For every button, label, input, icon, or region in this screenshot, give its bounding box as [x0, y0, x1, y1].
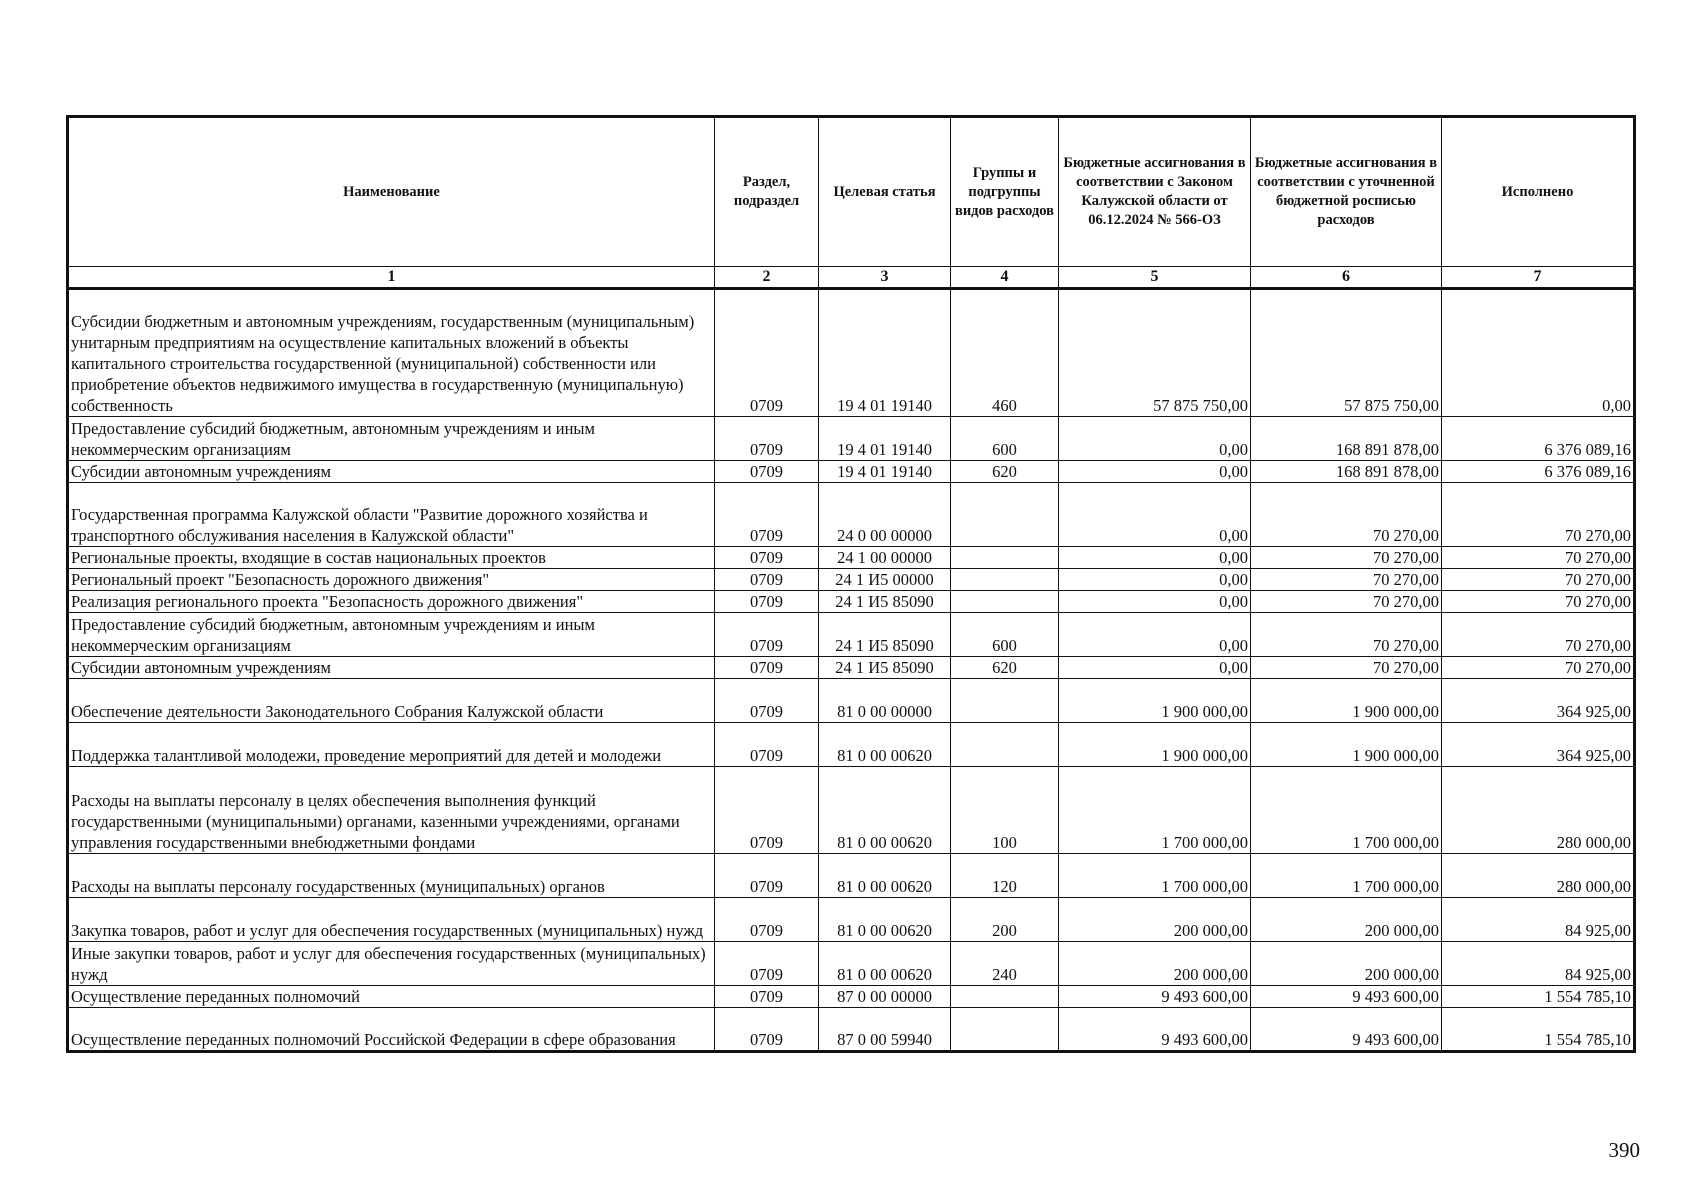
page-number: 390: [1608, 1138, 1640, 1162]
row-name: Государственная программа Калужской области "Развитие дорожного хозяйства и транспортного обслуживания населения в Калужской области": [68, 483, 715, 547]
row-executed-amount: 6 376 089,16: [1442, 417, 1635, 461]
row-section: 0709: [715, 854, 819, 898]
row-target: 19 4 01 19140: [819, 417, 951, 461]
table-row: [68, 942, 1635, 986]
row-refined-amount: 70 270,00: [1251, 591, 1442, 613]
row-refined-amount: 70 270,00: [1251, 569, 1442, 591]
table-row: [68, 289, 1635, 417]
row-target: 87 0 00 00000: [819, 986, 951, 1008]
row-executed-amount: 84 925,00: [1442, 942, 1635, 986]
row-group: [951, 986, 1059, 1008]
table-row: [68, 986, 1635, 1008]
column-number: 4: [951, 267, 1059, 289]
table-row: [68, 723, 1635, 767]
row-refined-amount: 168 891 878,00: [1251, 417, 1442, 461]
row-section: 0709: [715, 723, 819, 767]
table-body: [68, 289, 1635, 1052]
row-executed-amount: 364 925,00: [1442, 679, 1635, 723]
row-name: Субсидии автономным учреждениям: [68, 657, 715, 679]
row-law-amount: 9 493 600,00: [1059, 1008, 1251, 1052]
row-refined-amount: 1 900 000,00: [1251, 679, 1442, 723]
row-name: Расходы на выплаты персоналу государственных (муниципальных) органов: [68, 854, 715, 898]
budget-table: [66, 115, 1636, 1053]
column-number-row: [68, 267, 1635, 289]
row-law-amount: 1 900 000,00: [1059, 723, 1251, 767]
table-row: [68, 483, 1635, 547]
row-executed-amount: 364 925,00: [1442, 723, 1635, 767]
row-law-amount: 0,00: [1059, 591, 1251, 613]
row-executed-amount: 70 270,00: [1442, 569, 1635, 591]
row-executed-amount: 70 270,00: [1442, 657, 1635, 679]
row-group: 200: [951, 898, 1059, 942]
row-section: 0709: [715, 767, 819, 854]
row-target: 81 0 00 00620: [819, 898, 951, 942]
row-group: 620: [951, 461, 1059, 483]
row-executed-amount: 70 270,00: [1442, 483, 1635, 547]
row-group: [951, 547, 1059, 569]
row-group: [951, 483, 1059, 547]
row-section: 0709: [715, 986, 819, 1008]
row-target: 81 0 00 00620: [819, 942, 951, 986]
row-group: [951, 591, 1059, 613]
row-section: 0709: [715, 547, 819, 569]
table-header: [68, 117, 1635, 289]
row-law-amount: 9 493 600,00: [1059, 986, 1251, 1008]
row-section: 0709: [715, 417, 819, 461]
header-section: Раздел, подраздел: [715, 117, 819, 267]
row-section: 0709: [715, 613, 819, 657]
row-name: Обеспечение деятельности Законодательного Собрания Калужской области: [68, 679, 715, 723]
row-law-amount: 0,00: [1059, 461, 1251, 483]
row-target: 24 0 00 00000: [819, 483, 951, 547]
row-target: 19 4 01 19140: [819, 461, 951, 483]
row-refined-amount: 1 700 000,00: [1251, 854, 1442, 898]
row-target: 24 1 И5 85090: [819, 613, 951, 657]
column-number: 3: [819, 267, 951, 289]
row-section: 0709: [715, 679, 819, 723]
row-law-amount: 1 900 000,00: [1059, 679, 1251, 723]
row-group: [951, 569, 1059, 591]
row-group: 600: [951, 417, 1059, 461]
table-row: [68, 417, 1635, 461]
row-law-amount: 200 000,00: [1059, 898, 1251, 942]
row-law-amount: 0,00: [1059, 483, 1251, 547]
row-target: 81 0 00 00620: [819, 767, 951, 854]
row-refined-amount: 168 891 878,00: [1251, 461, 1442, 483]
row-executed-amount: 6 376 089,16: [1442, 461, 1635, 483]
row-name: Осуществление переданных полномочий: [68, 986, 715, 1008]
row-law-amount: 57 875 750,00: [1059, 289, 1251, 417]
row-target: 24 1 И5 85090: [819, 657, 951, 679]
row-name: Региональные проекты, входящие в состав национальных проектов: [68, 547, 715, 569]
column-number: 1: [68, 267, 715, 289]
row-target: 81 0 00 00000: [819, 679, 951, 723]
row-executed-amount: 70 270,00: [1442, 547, 1635, 569]
row-executed-amount: 1 554 785,10: [1442, 986, 1635, 1008]
row-refined-amount: 9 493 600,00: [1251, 1008, 1442, 1052]
row-target: 81 0 00 00620: [819, 854, 951, 898]
table-row: [68, 854, 1635, 898]
table-row: [68, 898, 1635, 942]
table-row: [68, 657, 1635, 679]
row-group: [951, 1008, 1059, 1052]
row-name: Реализация регионального проекта "Безопасность дорожного движения": [68, 591, 715, 613]
row-name: Иные закупки товаров, работ и услуг для обеспечения государственных (муниципальных) нужд: [68, 942, 715, 986]
header-refined: Бюджетные ассигнования в соответствии с уточненной бюджетной росписью расходов: [1251, 117, 1442, 267]
column-number: 2: [715, 267, 819, 289]
header-name: Наименование: [68, 117, 715, 267]
row-law-amount: 0,00: [1059, 569, 1251, 591]
row-refined-amount: 70 270,00: [1251, 547, 1442, 569]
row-target: 81 0 00 00620: [819, 723, 951, 767]
row-name: Субсидии автономным учреждениям: [68, 461, 715, 483]
row-name: Закупка товаров, работ и услуг для обеспечения государственных (муниципальных) нужд: [68, 898, 715, 942]
row-group: [951, 723, 1059, 767]
row-law-amount: 200 000,00: [1059, 942, 1251, 986]
row-law-amount: 0,00: [1059, 657, 1251, 679]
row-group: 100: [951, 767, 1059, 854]
row-group: 120: [951, 854, 1059, 898]
row-section: 0709: [715, 942, 819, 986]
row-refined-amount: 9 493 600,00: [1251, 986, 1442, 1008]
row-executed-amount: 84 925,00: [1442, 898, 1635, 942]
table-row: [68, 461, 1635, 483]
header-groups: Группы и подгруппы видов расходов: [951, 117, 1059, 267]
row-law-amount: 1 700 000,00: [1059, 767, 1251, 854]
row-refined-amount: 57 875 750,00: [1251, 289, 1442, 417]
row-section: 0709: [715, 657, 819, 679]
row-executed-amount: 0,00: [1442, 289, 1635, 417]
row-name: Осуществление переданных полномочий Российской Федерации в сфере образования: [68, 1008, 715, 1052]
row-refined-amount: 1 700 000,00: [1251, 767, 1442, 854]
row-executed-amount: 280 000,00: [1442, 854, 1635, 898]
row-target: 87 0 00 59940: [819, 1008, 951, 1052]
row-target: 24 1 И5 85090: [819, 591, 951, 613]
row-section: 0709: [715, 898, 819, 942]
row-law-amount: 0,00: [1059, 417, 1251, 461]
row-refined-amount: 70 270,00: [1251, 657, 1442, 679]
row-executed-amount: 280 000,00: [1442, 767, 1635, 854]
row-name: Поддержка талантливой молодежи, проведение мероприятий для детей и молодежи: [68, 723, 715, 767]
row-target: 24 1 00 00000: [819, 547, 951, 569]
table-row: [68, 547, 1635, 569]
row-section: 0709: [715, 569, 819, 591]
row-executed-amount: 70 270,00: [1442, 591, 1635, 613]
table-row: [68, 569, 1635, 591]
row-section: 0709: [715, 591, 819, 613]
column-number: 7: [1442, 267, 1635, 289]
row-refined-amount: 1 900 000,00: [1251, 723, 1442, 767]
row-target: 19 4 01 19140: [819, 289, 951, 417]
row-law-amount: 1 700 000,00: [1059, 854, 1251, 898]
table-row: [68, 1008, 1635, 1052]
table-row: [68, 591, 1635, 613]
row-law-amount: 0,00: [1059, 613, 1251, 657]
row-refined-amount: 200 000,00: [1251, 898, 1442, 942]
row-law-amount: 0,00: [1059, 547, 1251, 569]
column-number: 5: [1059, 267, 1251, 289]
row-group: 620: [951, 657, 1059, 679]
row-section: 0709: [715, 289, 819, 417]
row-target: 24 1 И5 00000: [819, 569, 951, 591]
row-name: Предоставление субсидий бюджетным, автономным учреждениям и иным некоммерческим организациям: [68, 417, 715, 461]
budget-table-sheet: [66, 115, 1633, 1053]
row-name: Предоставление субсидий бюджетным, автономным учреждениям и иным некоммерческим организациям: [68, 613, 715, 657]
row-name: Региональный проект "Безопасность дорожного движения": [68, 569, 715, 591]
table-row: [68, 767, 1635, 854]
row-executed-amount: 1 554 785,10: [1442, 1008, 1635, 1052]
row-group: [951, 679, 1059, 723]
row-refined-amount: 200 000,00: [1251, 942, 1442, 986]
row-name: Субсидии бюджетным и автономным учреждениям, государственным (муниципальным) унитарным предприятиям на осуществление капитальных вложений в объекты капитального строительства государственной (муниципальной) собственности или приобретение объектов недвижимого имущества в государственную (муниципальную) собственность: [68, 289, 715, 417]
row-name: Расходы на выплаты персоналу в целях обеспечения выполнения функций государственными (муниципальными) органами, казенными учреждениями, органами управления государственными внебюджетными фондами: [68, 767, 715, 854]
row-refined-amount: 70 270,00: [1251, 613, 1442, 657]
row-group: 460: [951, 289, 1059, 417]
header-target: Целевая статья: [819, 117, 951, 267]
row-refined-amount: 70 270,00: [1251, 483, 1442, 547]
row-section: 0709: [715, 1008, 819, 1052]
row-section: 0709: [715, 461, 819, 483]
column-number: 6: [1251, 267, 1442, 289]
header-executed: Исполнено: [1442, 117, 1635, 267]
table-row: [68, 679, 1635, 723]
header-law: Бюджетные ассигнования в соответствии с Законом Калужской области от 06.12.2024 № 566-ОЗ: [1059, 117, 1251, 267]
row-executed-amount: 70 270,00: [1442, 613, 1635, 657]
row-group: 600: [951, 613, 1059, 657]
row-section: 0709: [715, 483, 819, 547]
row-group: 240: [951, 942, 1059, 986]
table-row: [68, 613, 1635, 657]
